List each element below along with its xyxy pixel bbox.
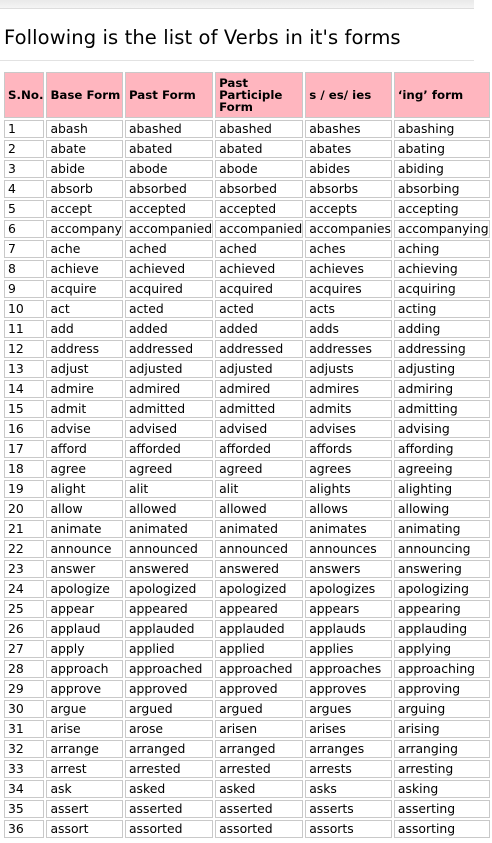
cell-base-form: accompany — [46, 220, 123, 238]
cell-ing-form: adjusting — [394, 360, 490, 378]
cell-s-es-ies: acquires — [305, 280, 392, 298]
cell-ing-form: abiding — [394, 160, 490, 178]
cell-past-participle-form: argued — [215, 700, 303, 718]
cell-base-form: allow — [46, 500, 123, 518]
cell-ing-form: aching — [394, 240, 490, 258]
cell-sno: 6 — [4, 220, 44, 238]
cell-base-form: abide — [46, 160, 123, 178]
page-title: Following is the list of Verbs in it's forms — [4, 26, 401, 49]
top-bar — [0, 0, 474, 9]
cell-past-participle-form: answered — [215, 560, 303, 578]
cell-s-es-ies: apologizes — [305, 580, 392, 598]
cell-past-participle-form: achieved — [215, 260, 303, 278]
cell-base-form: arrest — [46, 760, 123, 778]
table-row — [4, 680, 490, 698]
table-row — [4, 380, 490, 398]
cell-past-form: admitted — [125, 400, 213, 418]
column-header-past-form: Past Form — [125, 72, 213, 118]
table-row — [4, 780, 490, 798]
table-row — [4, 580, 490, 598]
cell-base-form: answer — [46, 560, 123, 578]
cell-s-es-ies: answers — [305, 560, 392, 578]
cell-base-form: assort — [46, 820, 123, 838]
table-row — [4, 320, 490, 338]
cell-ing-form: admiring — [394, 380, 490, 398]
cell-ing-form: affording — [394, 440, 490, 458]
cell-sno: 14 — [4, 380, 44, 398]
cell-past-form: acted — [125, 300, 213, 318]
cell-past-form: appeared — [125, 600, 213, 618]
table-row — [4, 740, 490, 758]
cell-past-form: allowed — [125, 500, 213, 518]
cell-base-form: agree — [46, 460, 123, 478]
cell-past-form: asserted — [125, 800, 213, 818]
cell-ing-form: assorting — [394, 820, 490, 838]
table-row — [4, 360, 490, 378]
cell-sno: 23 — [4, 560, 44, 578]
cell-base-form: admire — [46, 380, 123, 398]
cell-s-es-ies: absorbs — [305, 180, 392, 198]
cell-sno: 20 — [4, 500, 44, 518]
table-row — [4, 540, 490, 558]
cell-past-participle-form: animated — [215, 520, 303, 538]
table-row — [4, 500, 490, 518]
table-header-row — [4, 72, 490, 118]
cell-ing-form: approving — [394, 680, 490, 698]
cell-base-form: appear — [46, 600, 123, 618]
cell-base-form: address — [46, 340, 123, 358]
cell-base-form: approve — [46, 680, 123, 698]
cell-base-form: announce — [46, 540, 123, 558]
cell-s-es-ies: achieves — [305, 260, 392, 278]
cell-s-es-ies: applauds — [305, 620, 392, 638]
cell-s-es-ies: approaches — [305, 660, 392, 678]
cell-sno: 26 — [4, 620, 44, 638]
cell-sno: 35 — [4, 800, 44, 818]
cell-ing-form: apologizing — [394, 580, 490, 598]
cell-s-es-ies: arranges — [305, 740, 392, 758]
cell-ing-form: absorbing — [394, 180, 490, 198]
cell-ing-form: abating — [394, 140, 490, 158]
table-row — [4, 200, 490, 218]
cell-past-form: applauded — [125, 620, 213, 638]
cell-sno: 30 — [4, 700, 44, 718]
cell-ing-form: approaching — [394, 660, 490, 678]
table-row — [4, 400, 490, 418]
cell-ing-form: advising — [394, 420, 490, 438]
cell-ing-form: animating — [394, 520, 490, 538]
cell-s-es-ies: abashes — [305, 120, 392, 138]
cell-base-form: arrange — [46, 740, 123, 758]
cell-base-form: absorb — [46, 180, 123, 198]
cell-s-es-ies: abates — [305, 140, 392, 158]
cell-s-es-ies: advises — [305, 420, 392, 438]
cell-sno: 4 — [4, 180, 44, 198]
cell-past-form: arose — [125, 720, 213, 738]
table-row — [4, 440, 490, 458]
table-row — [4, 720, 490, 738]
cell-base-form: abate — [46, 140, 123, 158]
cell-past-participle-form: approached — [215, 660, 303, 678]
cell-sno: 31 — [4, 720, 44, 738]
cell-past-form: absorbed — [125, 180, 213, 198]
cell-s-es-ies: appears — [305, 600, 392, 618]
cell-s-es-ies: arises — [305, 720, 392, 738]
cell-past-form: accepted — [125, 200, 213, 218]
cell-past-participle-form: abashed — [215, 120, 303, 138]
cell-past-participle-form: absorbed — [215, 180, 303, 198]
cell-sno: 13 — [4, 360, 44, 378]
cell-ing-form: adding — [394, 320, 490, 338]
column-header-past-participle-form: Past Participle Form — [215, 72, 303, 118]
table-row — [4, 800, 490, 818]
cell-ing-form: accepting — [394, 200, 490, 218]
cell-sno: 22 — [4, 540, 44, 558]
verb-forms-table — [2, 70, 492, 840]
cell-past-participle-form: allowed — [215, 500, 303, 518]
cell-past-form: adjusted — [125, 360, 213, 378]
cell-base-form: achieve — [46, 260, 123, 278]
cell-base-form: argue — [46, 700, 123, 718]
table-row — [4, 760, 490, 778]
cell-past-participle-form: approved — [215, 680, 303, 698]
cell-sno: 19 — [4, 480, 44, 498]
cell-past-participle-form: asserted — [215, 800, 303, 818]
cell-sno: 17 — [4, 440, 44, 458]
cell-ing-form: accompanying — [394, 220, 490, 238]
cell-ing-form: arranging — [394, 740, 490, 758]
cell-past-participle-form: acquired — [215, 280, 303, 298]
cell-past-participle-form: accompanied — [215, 220, 303, 238]
cell-base-form: acquire — [46, 280, 123, 298]
cell-base-form: approach — [46, 660, 123, 678]
cell-past-form: acquired — [125, 280, 213, 298]
cell-past-participle-form: accepted — [215, 200, 303, 218]
cell-sno: 34 — [4, 780, 44, 798]
cell-sno: 16 — [4, 420, 44, 438]
title-divider — [0, 60, 474, 61]
cell-sno: 24 — [4, 580, 44, 598]
table-row — [4, 340, 490, 358]
cell-past-participle-form: arrested — [215, 760, 303, 778]
cell-past-participle-form: alit — [215, 480, 303, 498]
cell-sno: 7 — [4, 240, 44, 258]
cell-past-form: argued — [125, 700, 213, 718]
table-row — [4, 260, 490, 278]
cell-base-form: ask — [46, 780, 123, 798]
cell-past-form: abashed — [125, 120, 213, 138]
cell-past-form: animated — [125, 520, 213, 538]
cell-past-form: admired — [125, 380, 213, 398]
cell-s-es-ies: applies — [305, 640, 392, 658]
cell-ing-form: allowing — [394, 500, 490, 518]
cell-sno: 32 — [4, 740, 44, 758]
cell-past-participle-form: addressed — [215, 340, 303, 358]
cell-sno: 27 — [4, 640, 44, 658]
cell-past-participle-form: advised — [215, 420, 303, 438]
column-header-sno: S.No. — [4, 72, 44, 118]
cell-sno: 10 — [4, 300, 44, 318]
cell-ing-form: arising — [394, 720, 490, 738]
cell-s-es-ies: animates — [305, 520, 392, 538]
cell-s-es-ies: admits — [305, 400, 392, 418]
cell-past-form: announced — [125, 540, 213, 558]
cell-s-es-ies: arrests — [305, 760, 392, 778]
cell-sno: 25 — [4, 600, 44, 618]
cell-past-form: approached — [125, 660, 213, 678]
cell-past-form: accompanied — [125, 220, 213, 238]
cell-past-form: addressed — [125, 340, 213, 358]
cell-past-participle-form: applauded — [215, 620, 303, 638]
table-row — [4, 140, 490, 158]
cell-ing-form: achieving — [394, 260, 490, 278]
cell-past-form: added — [125, 320, 213, 338]
cell-ing-form: acquiring — [394, 280, 490, 298]
cell-past-form: agreed — [125, 460, 213, 478]
cell-sno: 28 — [4, 660, 44, 678]
table-body — [4, 120, 490, 838]
cell-ing-form: asserting — [394, 800, 490, 818]
table-row — [4, 120, 490, 138]
column-header-base-form: Base Form — [46, 72, 123, 118]
column-header-ing-form: ‘ing’ form — [394, 72, 490, 118]
cell-base-form: adjust — [46, 360, 123, 378]
cell-ing-form: arresting — [394, 760, 490, 778]
table-row — [4, 660, 490, 678]
cell-base-form: abash — [46, 120, 123, 138]
cell-base-form: arise — [46, 720, 123, 738]
cell-s-es-ies: addresses — [305, 340, 392, 358]
cell-s-es-ies: adds — [305, 320, 392, 338]
table-row — [4, 460, 490, 478]
cell-past-participle-form: ached — [215, 240, 303, 258]
cell-past-participle-form: abated — [215, 140, 303, 158]
cell-past-participle-form: admired — [215, 380, 303, 398]
cell-past-form: answered — [125, 560, 213, 578]
cell-s-es-ies: admires — [305, 380, 392, 398]
cell-past-participle-form: announced — [215, 540, 303, 558]
table-row — [4, 420, 490, 438]
cell-past-participle-form: asked — [215, 780, 303, 798]
table-row — [4, 300, 490, 318]
cell-past-participle-form: arisen — [215, 720, 303, 738]
cell-s-es-ies: accepts — [305, 200, 392, 218]
cell-sno: 1 — [4, 120, 44, 138]
cell-s-es-ies: approves — [305, 680, 392, 698]
cell-sno: 3 — [4, 160, 44, 178]
cell-s-es-ies: aches — [305, 240, 392, 258]
cell-base-form: ache — [46, 240, 123, 258]
cell-sno: 21 — [4, 520, 44, 538]
cell-base-form: animate — [46, 520, 123, 538]
cell-s-es-ies: announces — [305, 540, 392, 558]
cell-sno: 5 — [4, 200, 44, 218]
cell-ing-form: alighting — [394, 480, 490, 498]
cell-base-form: apply — [46, 640, 123, 658]
cell-s-es-ies: accompanies — [305, 220, 392, 238]
cell-s-es-ies: alights — [305, 480, 392, 498]
cell-past-form: assorted — [125, 820, 213, 838]
cell-sno: 18 — [4, 460, 44, 478]
cell-past-form: ached — [125, 240, 213, 258]
cell-past-participle-form: agreed — [215, 460, 303, 478]
cell-past-participle-form: adjusted — [215, 360, 303, 378]
cell-past-form: approved — [125, 680, 213, 698]
cell-s-es-ies: agrees — [305, 460, 392, 478]
table-row — [4, 600, 490, 618]
cell-s-es-ies: argues — [305, 700, 392, 718]
cell-ing-form: asking — [394, 780, 490, 798]
table-row — [4, 620, 490, 638]
cell-base-form: applaud — [46, 620, 123, 638]
cell-base-form: act — [46, 300, 123, 318]
column-header-s-es-ies: s / es/ ies — [305, 72, 392, 118]
cell-past-participle-form: assorted — [215, 820, 303, 838]
cell-past-participle-form: acted — [215, 300, 303, 318]
cell-base-form: afford — [46, 440, 123, 458]
cell-sno: 9 — [4, 280, 44, 298]
cell-s-es-ies: acts — [305, 300, 392, 318]
cell-sno: 29 — [4, 680, 44, 698]
cell-past-form: afforded — [125, 440, 213, 458]
cell-past-form: arrested — [125, 760, 213, 778]
cell-past-participle-form: admitted — [215, 400, 303, 418]
cell-sno: 12 — [4, 340, 44, 358]
cell-base-form: accept — [46, 200, 123, 218]
cell-past-form: achieved — [125, 260, 213, 278]
cell-sno: 15 — [4, 400, 44, 418]
table-row — [4, 640, 490, 658]
cell-s-es-ies: affords — [305, 440, 392, 458]
cell-ing-form: admitting — [394, 400, 490, 418]
cell-past-participle-form: applied — [215, 640, 303, 658]
table-row — [4, 180, 490, 198]
cell-base-form: admit — [46, 400, 123, 418]
cell-past-participle-form: afforded — [215, 440, 303, 458]
cell-s-es-ies: asks — [305, 780, 392, 798]
cell-past-participle-form: apologized — [215, 580, 303, 598]
cell-ing-form: abashing — [394, 120, 490, 138]
cell-sno: 8 — [4, 260, 44, 278]
cell-sno: 2 — [4, 140, 44, 158]
cell-base-form: add — [46, 320, 123, 338]
cell-s-es-ies: abides — [305, 160, 392, 178]
cell-past-participle-form: abode — [215, 160, 303, 178]
cell-ing-form: agreeing — [394, 460, 490, 478]
cell-past-form: alit — [125, 480, 213, 498]
cell-base-form: assert — [46, 800, 123, 818]
cell-past-participle-form: arranged — [215, 740, 303, 758]
cell-past-participle-form: added — [215, 320, 303, 338]
cell-s-es-ies: adjusts — [305, 360, 392, 378]
cell-s-es-ies: assorts — [305, 820, 392, 838]
cell-sno: 11 — [4, 320, 44, 338]
cell-ing-form: announcing — [394, 540, 490, 558]
cell-base-form: apologize — [46, 580, 123, 598]
table-row — [4, 280, 490, 298]
cell-ing-form: arguing — [394, 700, 490, 718]
cell-past-form: asked — [125, 780, 213, 798]
cell-s-es-ies: asserts — [305, 800, 392, 818]
cell-ing-form: answering — [394, 560, 490, 578]
table-row — [4, 820, 490, 838]
table-row — [4, 560, 490, 578]
cell-ing-form: addressing — [394, 340, 490, 358]
cell-past-form: advised — [125, 420, 213, 438]
table-row — [4, 700, 490, 718]
cell-past-form: abated — [125, 140, 213, 158]
table-row — [4, 520, 490, 538]
table-row — [4, 480, 490, 498]
cell-ing-form: applying — [394, 640, 490, 658]
cell-ing-form: appearing — [394, 600, 490, 618]
table-row — [4, 240, 490, 258]
table-row — [4, 160, 490, 178]
cell-sno: 36 — [4, 820, 44, 838]
cell-past-form: apologized — [125, 580, 213, 598]
cell-ing-form: applauding — [394, 620, 490, 638]
cell-base-form: advise — [46, 420, 123, 438]
cell-past-form: arranged — [125, 740, 213, 758]
cell-past-participle-form: appeared — [215, 600, 303, 618]
table-row — [4, 220, 490, 238]
cell-ing-form: acting — [394, 300, 490, 318]
cell-past-form: abode — [125, 160, 213, 178]
cell-s-es-ies: allows — [305, 500, 392, 518]
cell-sno: 33 — [4, 760, 44, 778]
cell-base-form: alight — [46, 480, 123, 498]
cell-past-form: applied — [125, 640, 213, 658]
